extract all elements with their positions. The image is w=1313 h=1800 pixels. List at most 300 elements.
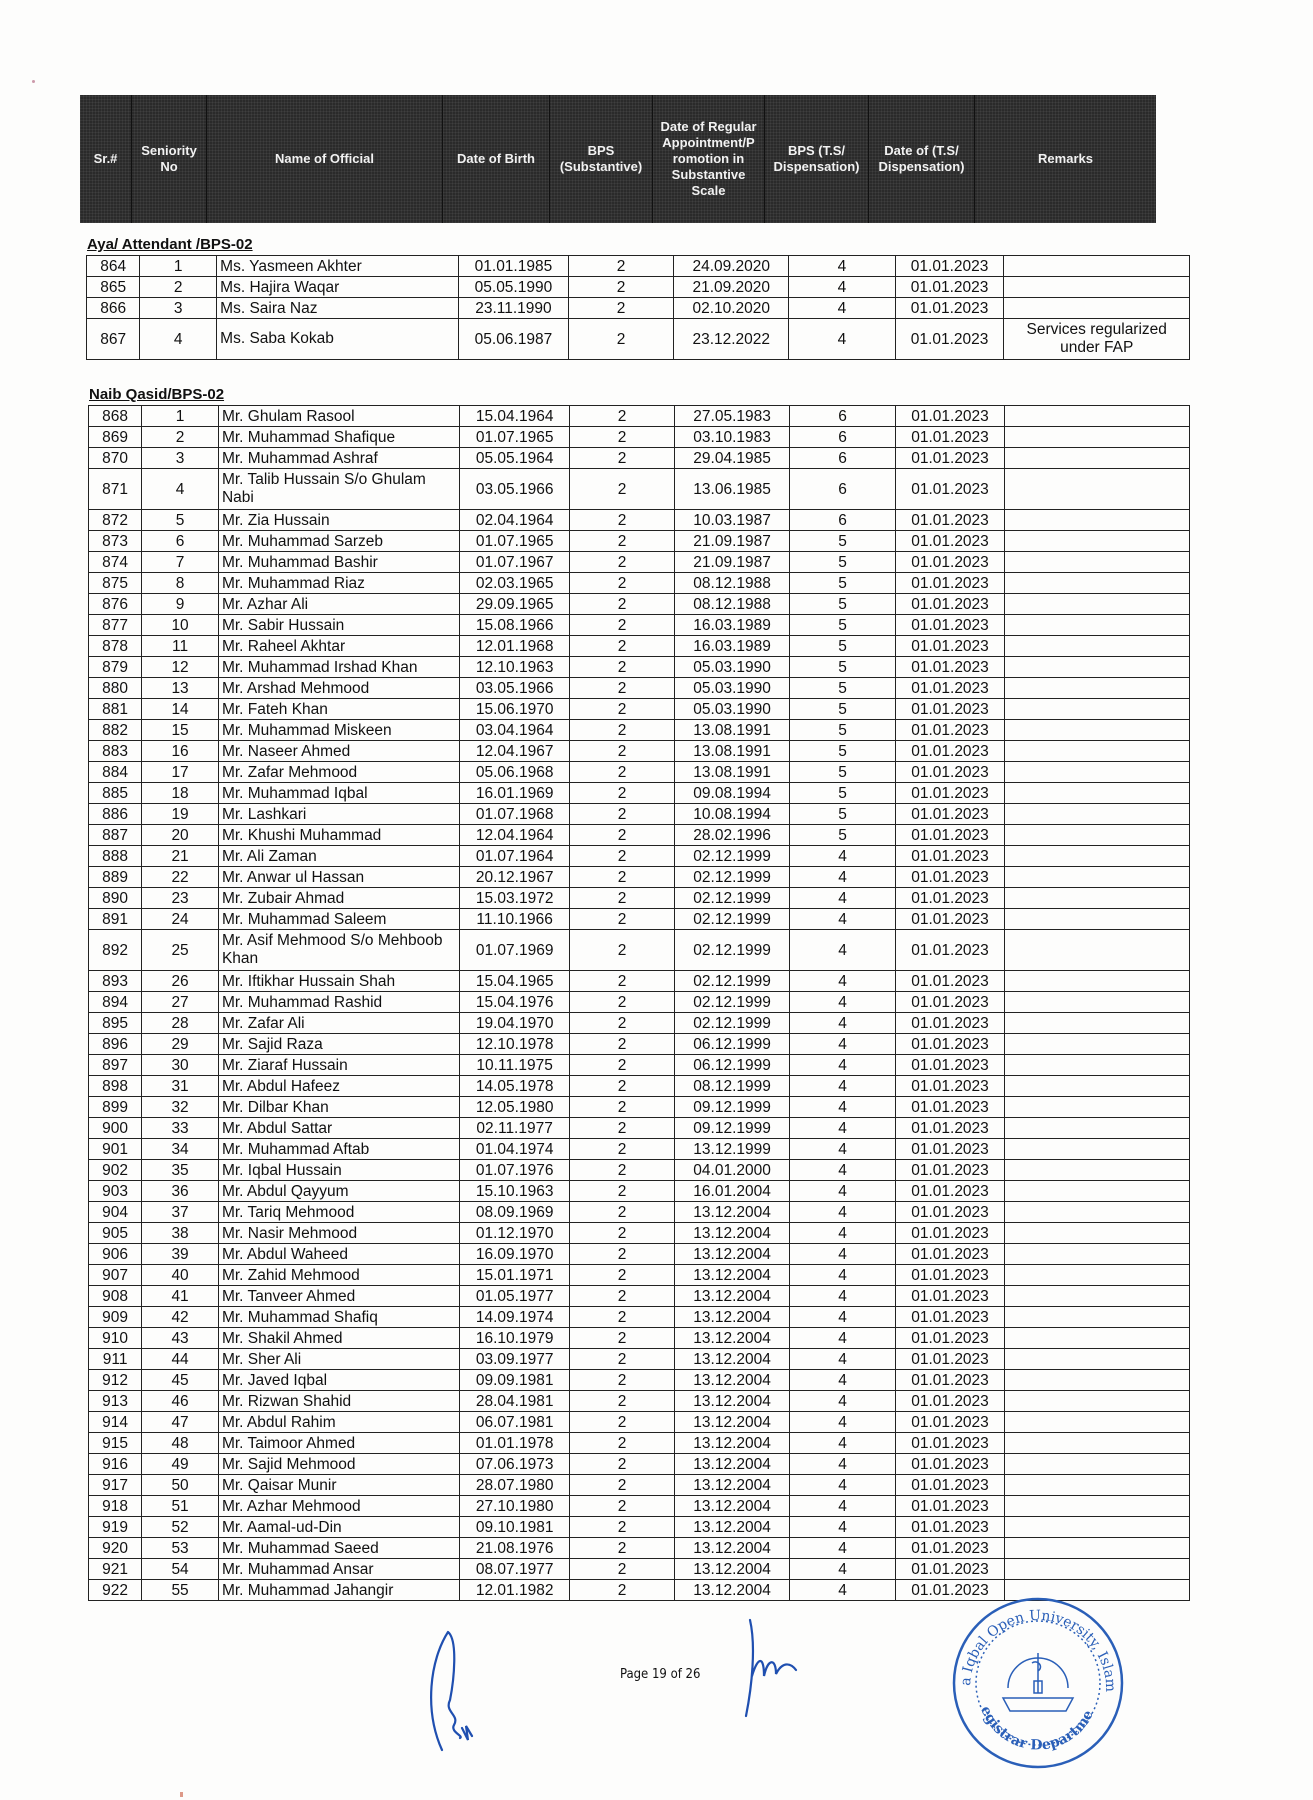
remarks-cell	[1004, 1160, 1189, 1181]
ts-date-cell: 01.01.2023	[896, 1244, 1004, 1265]
appointment-date-cell: 13.12.2004	[675, 1370, 790, 1391]
bps-cell: 2	[569, 867, 674, 888]
name-cell: Mr. Azhar Ali	[218, 594, 459, 615]
remarks-cell	[1004, 1538, 1189, 1559]
bps-ts-cell: 5	[789, 531, 895, 552]
dob-cell: 01.07.1967	[460, 552, 569, 573]
table-row	[89, 1223, 1190, 1244]
bps-ts-cell: 5	[789, 804, 895, 825]
dob-cell: 10.11.1975	[460, 1055, 569, 1076]
seniority-cell: 18	[142, 783, 219, 804]
table-row	[89, 741, 1190, 762]
table-row	[89, 825, 1190, 846]
remarks-cell	[1004, 1118, 1189, 1139]
table-row	[89, 846, 1190, 867]
ts-date-cell: 01.01.2023	[896, 1559, 1004, 1580]
name-cell: Mr. Sher Ali	[218, 1349, 459, 1370]
seniority-cell: 39	[142, 1244, 219, 1265]
seniority-cell: 52	[142, 1517, 219, 1538]
bps-cell: 2	[569, 1181, 674, 1202]
remarks-cell	[1004, 531, 1189, 552]
sr-cell: 911	[89, 1349, 142, 1370]
ts-date-cell: 01.01.2023	[896, 1286, 1004, 1307]
name-cell: Mr. Muhammad Bashir	[218, 552, 459, 573]
bps-cell: 2	[569, 469, 674, 510]
bps-cell: 2	[569, 741, 674, 762]
name-cell: Mr. Muhammad Ashraf	[218, 448, 459, 469]
ts-date-cell: 01.01.2023	[896, 1202, 1004, 1223]
svg-text:Allama Iqbal Open University,	[948, 1593, 1118, 1692]
remarks-cell	[1004, 762, 1189, 783]
ts-date-cell: 01.01.2023	[896, 469, 1004, 510]
seniority-cell: 17	[142, 762, 219, 783]
bps-cell: 2	[569, 699, 674, 720]
dob-cell: 15.04.1964	[460, 406, 569, 427]
table-row	[89, 1475, 1190, 1496]
table-row	[89, 1013, 1190, 1034]
table-row	[89, 1286, 1190, 1307]
appointment-date-cell: 16.03.1989	[675, 615, 790, 636]
bps-cell: 2	[569, 1412, 674, 1433]
appointment-date-cell: 13.08.1991	[675, 720, 790, 741]
appointment-date-cell: 02.12.1999	[675, 930, 790, 971]
seniority-cell: 26	[142, 971, 219, 992]
bps-cell: 2	[569, 1433, 674, 1454]
bps-ts-cell: 5	[789, 552, 895, 573]
ts-date-cell: 01.01.2023	[896, 1517, 1004, 1538]
table-row	[89, 427, 1190, 448]
sr-cell: 902	[89, 1160, 142, 1181]
seniority-cell: 27	[142, 992, 219, 1013]
table-row	[89, 783, 1190, 804]
dob-cell: 06.07.1981	[460, 1412, 569, 1433]
bps-cell: 2	[569, 573, 674, 594]
ts-date-cell: 01.01.2023	[896, 1328, 1004, 1349]
bps-cell: 2	[569, 1370, 674, 1391]
table-row	[89, 1349, 1190, 1370]
name-cell: Mr. Abdul Waheed	[218, 1244, 459, 1265]
seniority-cell: 1	[140, 256, 217, 277]
appointment-date-cell: 05.03.1990	[675, 657, 790, 678]
seniority-cell: 47	[142, 1412, 219, 1433]
ts-date-cell: 01.01.2023	[896, 531, 1004, 552]
name-cell: Mr. Aamal-ud-Din	[218, 1517, 459, 1538]
remarks-cell	[1004, 1412, 1189, 1433]
appointment-date-cell: 16.01.2004	[675, 1181, 790, 1202]
name-cell: Mr. Muhammad Miskeen	[218, 720, 459, 741]
sr-cell: 872	[89, 510, 142, 531]
table-row	[89, 1118, 1190, 1139]
appointment-date-cell: 13.12.2004	[675, 1391, 790, 1412]
sr-cell: 898	[89, 1076, 142, 1097]
ts-date-cell: 01.01.2023	[895, 319, 1004, 360]
seniority-cell: 34	[142, 1139, 219, 1160]
appointment-date-cell: 02.12.1999	[675, 846, 790, 867]
seniority-cell: 2	[142, 427, 219, 448]
ts-date-cell: 01.01.2023	[895, 298, 1004, 319]
sr-cell: 914	[89, 1412, 142, 1433]
appointment-date-cell: 27.05.1983	[675, 406, 790, 427]
appointment-date-cell: 13.12.2004	[675, 1454, 790, 1475]
sr-cell: 878	[89, 636, 142, 657]
scan-speck	[180, 1792, 183, 1797]
bps-cell: 2	[569, 552, 674, 573]
appointment-date-cell: 04.01.2000	[675, 1160, 790, 1181]
seniority-cell: 38	[142, 1223, 219, 1244]
seniority-cell: 45	[142, 1370, 219, 1391]
remarks-cell	[1004, 783, 1189, 804]
ts-date-cell: 01.01.2023	[896, 448, 1004, 469]
bps-cell: 2	[569, 971, 674, 992]
table-row	[89, 1055, 1190, 1076]
dob-cell: 05.05.1990	[459, 277, 569, 298]
table-row	[89, 531, 1190, 552]
bps-ts-cell: 4	[789, 1433, 895, 1454]
appointment-date-cell: 13.12.2004	[675, 1349, 790, 1370]
remarks-cell: Services regularized under FAP	[1004, 319, 1190, 360]
bps-ts-cell: 4	[789, 1328, 895, 1349]
bps-cell: 2	[569, 1328, 674, 1349]
remarks-cell	[1004, 888, 1189, 909]
remarks-cell	[1004, 510, 1189, 531]
sr-cell: 901	[89, 1139, 142, 1160]
bps-ts-cell: 4	[789, 1286, 895, 1307]
sr-cell: 891	[89, 909, 142, 930]
bps-cell: 2	[569, 427, 674, 448]
sr-cell: 893	[89, 971, 142, 992]
table-row	[89, 1412, 1190, 1433]
seniority-cell: 50	[142, 1475, 219, 1496]
appointment-date-cell: 08.12.1988	[675, 594, 790, 615]
dob-cell: 03.05.1966	[460, 678, 569, 699]
name-cell: Mr. Anwar ul Hassan	[218, 867, 459, 888]
bps-ts-cell: 4	[789, 971, 895, 992]
table-row	[89, 1496, 1190, 1517]
name-cell: Mr. Khushi Muhammad	[218, 825, 459, 846]
dob-cell: 01.12.1970	[460, 1223, 569, 1244]
remarks-cell	[1004, 825, 1189, 846]
bps-ts-cell: 5	[789, 741, 895, 762]
ts-date-cell: 01.01.2023	[896, 678, 1004, 699]
bps-cell: 2	[569, 909, 674, 930]
sr-cell: 919	[89, 1517, 142, 1538]
name-cell: Mr. Abdul Hafeez	[218, 1076, 459, 1097]
dob-cell: 05.06.1987	[459, 319, 569, 360]
name-cell: Ms. Saba Kokab	[217, 319, 459, 360]
appointment-date-cell: 13.12.2004	[675, 1328, 790, 1349]
dob-cell: 16.10.1979	[460, 1328, 569, 1349]
dob-cell: 03.05.1966	[460, 469, 569, 510]
name-cell: Ms. Saira Naz	[217, 298, 459, 319]
bps-ts-cell: 5	[789, 573, 895, 594]
name-cell: Mr. Muhammad Sarzeb	[218, 531, 459, 552]
seniority-cell: 20	[142, 825, 219, 846]
appointment-date-cell: 09.12.1999	[675, 1097, 790, 1118]
sr-cell: 890	[89, 888, 142, 909]
appointment-date-cell: 13.12.2004	[675, 1265, 790, 1286]
bps-ts-cell: 5	[789, 762, 895, 783]
name-cell: Mr. Muhammad Aftab	[218, 1139, 459, 1160]
ts-date-cell: 01.01.2023	[896, 1034, 1004, 1055]
bps-ts-cell: 4	[789, 1118, 895, 1139]
table-row	[89, 573, 1190, 594]
bps-ts-cell: 4	[789, 298, 896, 319]
table-row	[89, 1454, 1190, 1475]
remarks-cell	[1004, 1223, 1189, 1244]
bps-ts-cell: 4	[789, 1034, 895, 1055]
sr-cell: 868	[89, 406, 142, 427]
dob-cell: 15.04.1976	[460, 992, 569, 1013]
bps-ts-cell: 4	[789, 1265, 895, 1286]
ts-date-cell: 01.01.2023	[896, 867, 1004, 888]
section-title-naib-qasid: Naib Qasid/BPS-02	[89, 386, 225, 403]
sr-cell: 894	[89, 992, 142, 1013]
table-row	[89, 594, 1190, 615]
sr-cell: 916	[89, 1454, 142, 1475]
remarks-cell	[1004, 298, 1190, 319]
table-row	[89, 1139, 1190, 1160]
bps-ts-cell: 4	[789, 1370, 895, 1391]
dob-cell: 01.07.1965	[460, 427, 569, 448]
remarks-cell	[1004, 427, 1189, 448]
bps-cell: 2	[569, 678, 674, 699]
bps-cell: 2	[569, 1349, 674, 1370]
seniority-cell: 5	[142, 510, 219, 531]
dob-cell: 01.07.1976	[460, 1160, 569, 1181]
header-appointment: Date of Regular Appointment/P romotion in Substantive Scale	[653, 95, 765, 223]
remarks-cell	[1004, 992, 1189, 1013]
ts-date-cell: 01.01.2023	[896, 1160, 1004, 1181]
sr-cell: 918	[89, 1496, 142, 1517]
bps-ts-cell: 6	[789, 510, 895, 531]
bps-cell: 2	[569, 992, 674, 1013]
remarks-cell	[1004, 1517, 1189, 1538]
header-bps: BPS (Substantive)	[550, 95, 653, 223]
sr-cell: 917	[89, 1475, 142, 1496]
seniority-cell: 6	[142, 531, 219, 552]
seniority-cell: 1	[142, 406, 219, 427]
remarks-cell	[1004, 1433, 1189, 1454]
remarks-cell	[1004, 867, 1189, 888]
remarks-cell	[1004, 277, 1190, 298]
table-row	[89, 1517, 1190, 1538]
bps-cell: 2	[569, 657, 674, 678]
remarks-cell	[1004, 1307, 1189, 1328]
stamp-top-text: a Iqbal Open University, Islam	[957, 1607, 1119, 1693]
name-cell: Mr. Azhar Mehmood	[218, 1496, 459, 1517]
table-row	[89, 930, 1190, 971]
dob-cell: 03.09.1977	[460, 1349, 569, 1370]
bps-ts-cell: 4	[789, 1349, 895, 1370]
appointment-date-cell: 24.09.2020	[674, 256, 789, 277]
name-cell: Mr. Nasir Mehmood	[218, 1223, 459, 1244]
bps-cell: 2	[569, 1265, 674, 1286]
sr-cell: 888	[89, 846, 142, 867]
bps-ts-cell: 4	[789, 1055, 895, 1076]
bps-cell: 2	[569, 531, 674, 552]
dob-cell: 01.07.1965	[460, 531, 569, 552]
remarks-cell	[1004, 1328, 1189, 1349]
appointment-date-cell: 21.09.1987	[675, 552, 790, 573]
table-row	[89, 636, 1190, 657]
bps-cell: 2	[569, 615, 674, 636]
appointment-date-cell: 23.12.2022	[674, 319, 789, 360]
bps-cell: 2	[568, 298, 674, 319]
dob-cell: 01.04.1974	[460, 1139, 569, 1160]
appointment-date-cell: 13.12.2004	[675, 1580, 790, 1601]
bps-cell: 2	[569, 1475, 674, 1496]
dob-cell: 12.10.1978	[460, 1034, 569, 1055]
bps-ts-cell: 4	[789, 1223, 895, 1244]
bps-cell: 2	[569, 825, 674, 846]
name-cell: Mr. Zafar Mehmood	[218, 762, 459, 783]
seniority-cell: 13	[142, 678, 219, 699]
table-row	[89, 699, 1190, 720]
header-remarks: Remarks	[1038, 151, 1093, 166]
remarks-cell	[1004, 804, 1189, 825]
ts-date-cell: 01.01.2023	[896, 1181, 1004, 1202]
ts-date-cell: 01.01.2023	[896, 1496, 1004, 1517]
table-row	[89, 510, 1190, 531]
bps-ts-cell: 4	[789, 1076, 895, 1097]
remarks-cell	[1004, 657, 1189, 678]
ts-date-cell: 01.01.2023	[896, 510, 1004, 531]
sr-cell: 869	[89, 427, 142, 448]
dob-cell: 11.10.1966	[460, 909, 569, 930]
sr-cell: 871	[89, 469, 142, 510]
remarks-cell	[1004, 1454, 1189, 1475]
sr-cell: 900	[89, 1118, 142, 1139]
seniority-cell: 22	[142, 867, 219, 888]
ts-date-cell: 01.01.2023	[896, 909, 1004, 930]
dob-cell: 05.05.1964	[460, 448, 569, 469]
name-cell: Mr. Zahid Mehmood	[218, 1265, 459, 1286]
appointment-date-cell: 02.10.2020	[674, 298, 789, 319]
bps-ts-cell: 5	[789, 720, 895, 741]
appointment-date-cell: 13.12.2004	[675, 1244, 790, 1265]
name-cell: Mr. Ali Zaman	[218, 846, 459, 867]
bps-cell: 2	[569, 1013, 674, 1034]
dob-cell: 19.04.1970	[460, 1013, 569, 1034]
bps-cell: 2	[569, 1223, 674, 1244]
sr-cell: 879	[89, 657, 142, 678]
dob-cell: 07.06.1973	[460, 1454, 569, 1475]
remarks-cell	[1004, 1034, 1189, 1055]
header-bps-ts: BPS (T.S/ Dispensation)	[765, 95, 869, 223]
dob-cell: 01.07.1964	[460, 846, 569, 867]
dob-cell: 15.08.1966	[460, 615, 569, 636]
seniority-cell: 32	[142, 1097, 219, 1118]
name-cell: Mr. Raheel Akhtar	[218, 636, 459, 657]
bps-cell: 2	[569, 594, 674, 615]
dob-cell: 14.05.1978	[460, 1076, 569, 1097]
dob-cell: 29.09.1965	[460, 594, 569, 615]
seniority-cell: 9	[142, 594, 219, 615]
bps-ts-cell: 5	[789, 825, 895, 846]
appointment-date-cell: 02.12.1999	[675, 888, 790, 909]
bps-cell: 2	[569, 1055, 674, 1076]
dob-cell: 01.01.1985	[459, 256, 569, 277]
remarks-cell	[1004, 909, 1189, 930]
signature-left	[420, 1620, 510, 1765]
appointment-date-cell: 13.12.2004	[675, 1202, 790, 1223]
dob-cell: 27.10.1980	[460, 1496, 569, 1517]
table-row	[89, 678, 1190, 699]
dob-cell: 16.01.1969	[460, 783, 569, 804]
ts-date-cell: 01.01.2023	[896, 594, 1004, 615]
ts-date-cell: 01.01.2023	[896, 1349, 1004, 1370]
ts-date-cell: 01.01.2023	[896, 1118, 1004, 1139]
seniority-cell: 28	[142, 1013, 219, 1034]
name-cell: Mr. Shakil Ahmed	[218, 1328, 459, 1349]
bps-cell: 2	[569, 804, 674, 825]
appointment-date-cell: 13.12.2004	[675, 1475, 790, 1496]
table-row	[89, 720, 1190, 741]
bps-ts-cell: 6	[789, 448, 895, 469]
remarks-cell	[1004, 552, 1189, 573]
appointment-date-cell: 02.12.1999	[675, 909, 790, 930]
sr-cell: 896	[89, 1034, 142, 1055]
table-row	[89, 406, 1190, 427]
sr-cell: 874	[89, 552, 142, 573]
remarks-cell	[1004, 1055, 1189, 1076]
remarks-cell	[1004, 469, 1189, 510]
sr-cell: 887	[89, 825, 142, 846]
appointment-date-cell: 13.08.1991	[675, 741, 790, 762]
bps-cell: 2	[569, 1454, 674, 1475]
table-row	[89, 1202, 1190, 1223]
seniority-cell: 51	[142, 1496, 219, 1517]
remarks-cell	[1004, 573, 1189, 594]
remarks-cell	[1004, 1370, 1189, 1391]
remarks-cell	[1004, 594, 1189, 615]
ts-date-cell: 01.01.2023	[896, 1454, 1004, 1475]
ts-date-cell: 01.01.2023	[896, 846, 1004, 867]
sr-cell: 912	[89, 1370, 142, 1391]
bps-ts-cell: 5	[789, 657, 895, 678]
dob-cell: 28.07.1980	[460, 1475, 569, 1496]
naib-qasid-table	[88, 405, 1190, 1601]
appointment-date-cell: 06.12.1999	[675, 1055, 790, 1076]
dob-cell: 12.04.1967	[460, 741, 569, 762]
stamp-bottom-text: egistrar Departme	[977, 1703, 1097, 1754]
dob-cell: 02.11.1977	[460, 1118, 569, 1139]
appointment-date-cell: 02.12.1999	[675, 1013, 790, 1034]
bps-ts-cell: 4	[789, 867, 895, 888]
sr-cell: 867	[87, 319, 140, 360]
table-row	[89, 1307, 1190, 1328]
seniority-cell: 16	[142, 741, 219, 762]
bps-cell: 2	[569, 1286, 674, 1307]
remarks-cell	[1004, 1097, 1189, 1118]
appointment-date-cell: 02.12.1999	[675, 992, 790, 1013]
ts-date-cell: 01.01.2023	[896, 1223, 1004, 1244]
bps-cell: 2	[569, 1517, 674, 1538]
appointment-date-cell: 06.12.1999	[675, 1034, 790, 1055]
sr-cell: 907	[89, 1265, 142, 1286]
remarks-cell	[1004, 1076, 1189, 1097]
ts-date-cell: 01.01.2023	[896, 615, 1004, 636]
sr-cell: 877	[89, 615, 142, 636]
seniority-cell: 23	[142, 888, 219, 909]
table-row	[89, 1265, 1190, 1286]
dob-cell: 21.08.1976	[460, 1538, 569, 1559]
seniority-cell: 40	[142, 1265, 219, 1286]
appointment-date-cell: 13.12.2004	[675, 1538, 790, 1559]
seniority-cell: 31	[142, 1076, 219, 1097]
seniority-cell: 21	[142, 846, 219, 867]
dob-cell: 12.10.1963	[460, 657, 569, 678]
